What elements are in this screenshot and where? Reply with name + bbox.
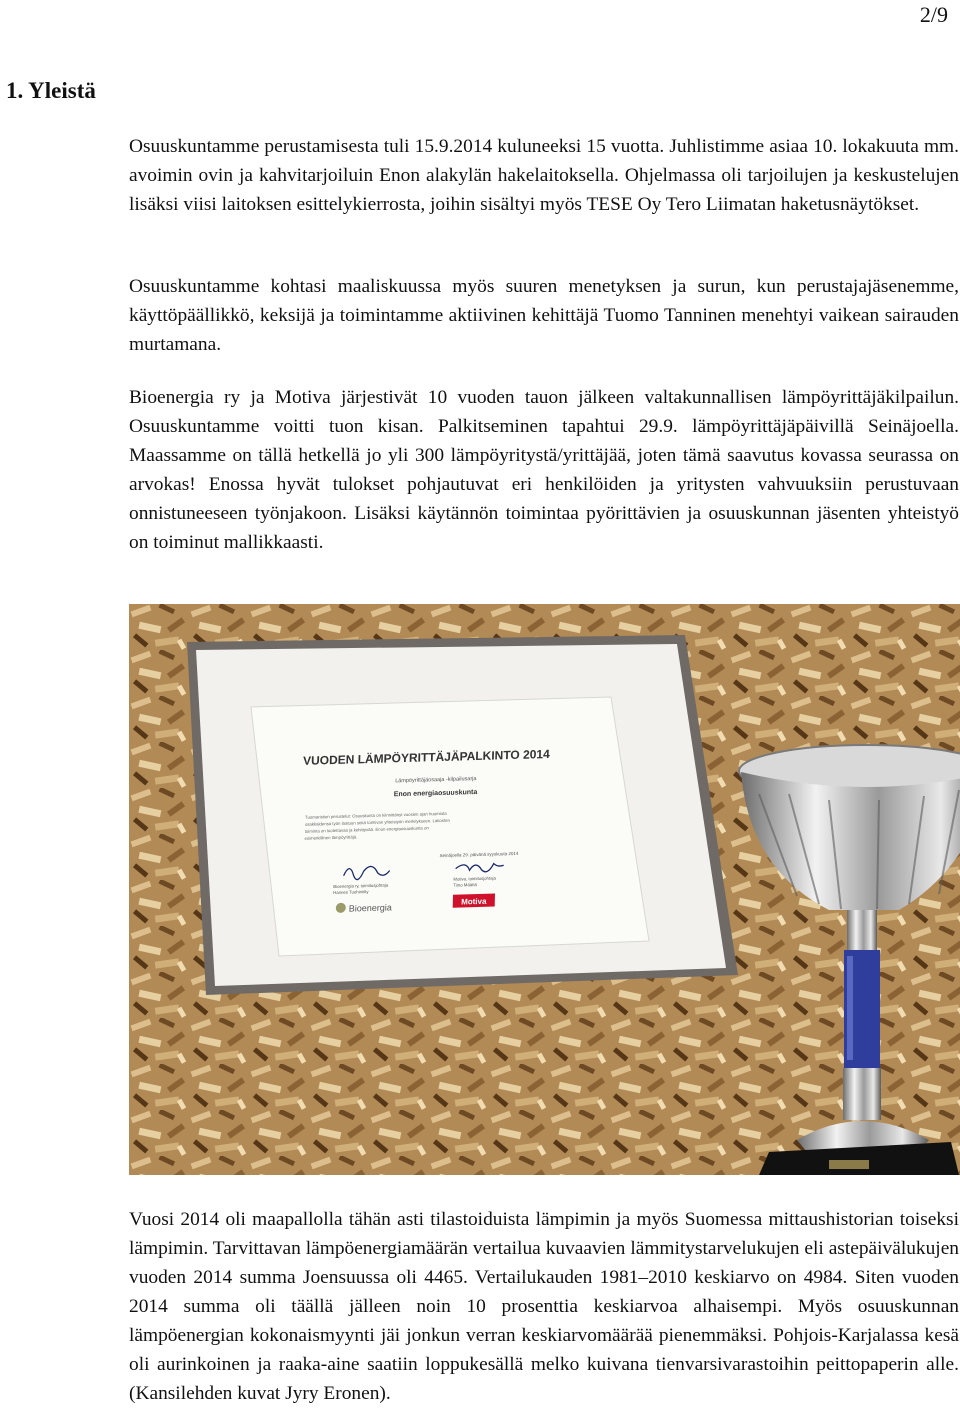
signer-right-name: Timo Määttä bbox=[453, 882, 478, 888]
signer-left-org: Bioenergia ry, toimitusjohtaja bbox=[333, 882, 389, 890]
page-number: 2/9 bbox=[919, 2, 948, 27]
certificate-body-2: osakkaidensa työn laatuun sekä toimivan yhteistyön merkitykseen. Laitosten bbox=[304, 817, 451, 827]
certificate-body-1: Tuomaristion perustelut: Osuuskunta on kiinnittänyt vuosien ajan huomiota bbox=[305, 810, 447, 820]
certificate-recipient: Enon energiaosuuskunta bbox=[393, 788, 478, 799]
certificate-body-3: toiminta on luotettavaa ja kehittyvää. Enon energiaosuuskunta on bbox=[304, 825, 429, 834]
logo-bioenergia: Bioenergia bbox=[348, 902, 392, 914]
signer-left-name: Hannes Tuohiniitty bbox=[333, 889, 369, 896]
section-heading: 1. Yleistä bbox=[6, 78, 96, 103]
paragraph-award: Bioenergia ry ja Motiva järjestivät 10 vuoden tauon jälkeen valtakunnallisen lämpöyrittäjäkilpailun. Osuuskuntamme voitti tuon kisan. Palkitseminen tapahtui 29.9. lämpöyrittäjäpäivillä Seinäjoella. Maassamme on tällä hetkellä jo yli 300 lämpöyritystä/yrittäjää, joten tämä saavutus kovassa seurassa on arvokas! Enossa hyvät tulokset pohjautuvat eri henkilöiden ja yritysten vahvuuksiin perustuvaan onnistuneeseen työnjakoon. Lisäksi käytännön toimintaa pyörittävien ja osuuskunnan jäsenten yhteistyö on toiminut mallikkaasti. bbox=[129, 387, 959, 553]
certificate-title: VUODEN LÄMPÖYRITTÄJÄPALKINTO 2014 bbox=[302, 746, 550, 768]
award-photo bbox=[129, 604, 960, 1175]
certificate-body-4: esimerkillinen lämpöyrittäjä. bbox=[304, 834, 358, 841]
logo-motiva: Motiva bbox=[461, 896, 487, 907]
paragraph-memorial: Osuuskuntamme kohtasi maaliskuussa myös suuren menetyksen ja surun, kun perustajajäsenemme, käyttöpäällikkö, keksijä ja toimintamme aktiivinen kehittäjä Tuomo Tanninen menehtyi vaikean sairauden murtamana. bbox=[129, 276, 959, 355]
signer-right-org: Motiva, toimitusjohtaja bbox=[453, 875, 496, 882]
paragraph-anniversary: Osuuskuntamme perustamisesta tuli 15.9.2014 kuluneeksi 15 vuotta. Juhlistimme asiaa 10. lokakuuta mm. avoimin ovin ja kahvitarjoiluin Enon alakylän hakelaitoksella. Ohjelmassa oli tarjoilujen ja keskustelujen lisäksi viisi laitoksen esittelykierrosta, joihin sisältyi myös TESE Oy Tero Liimatan haketusnäytökset. bbox=[129, 136, 959, 215]
paragraph-weather: Vuosi 2014 oli maapallolla tähän asti tilastoiduista lämpimin ja myös Suomessa mittaushistorian toiseksi lämpimin. Tarvittavan lämpöenergiamäärän vertailua kuvaavien lämmitystarvelukujen eli astepäivälukujen vuoden 2014 summa Joensuussa oli 4465. Vertailukauden 1981–2010 keskiarvo on 4984. Siten vuoden 2014 summa oli täällä jälleen noin 10 prosenttia keskiarvoa alhaisempi. Myös osuuskunnan lämpöenergian kokonaismyynti jäi jonkun verran keskiarvomäärää pienemmäksi. Pohjois-Karjalassa kesä oli aurinkoinen ja raaka-aine saatiin loppukesällä melko kuivana tienvarsivarastoihin peittopaperin alle. (Kansilehden kuvat Jyry Eronen). bbox=[129, 1209, 959, 1404]
certificate-category: Lämpöyrittäjäosaaja -kilpailusarja bbox=[395, 776, 477, 785]
certificate-date: Seinäjoella 29. päivänä syyskuuta 2014 bbox=[439, 850, 519, 859]
